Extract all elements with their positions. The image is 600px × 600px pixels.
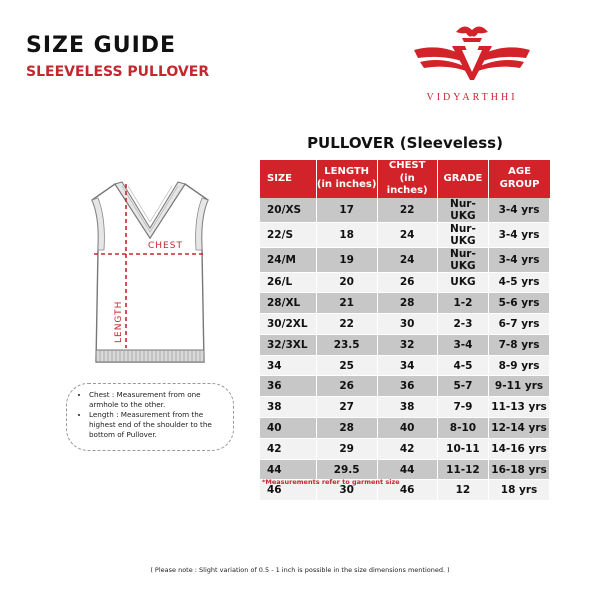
cell-length: 27 [317,397,378,418]
note-length: • Length : Measurement from the highest end of the shoulder to the bottom of Pullover. [89,410,227,440]
cell-grade: 10-11 [438,439,489,460]
cell-length: 29 [317,439,378,460]
wings-crown-icon [412,20,532,82]
cell-chest: 40 [378,418,438,439]
header-chest: CHEST (in inches) [378,160,438,198]
cell-age-group: 3-4 yrs [489,248,550,273]
cell-grade: UKG [438,273,489,294]
cell-length: 19 [317,248,378,273]
cell-chest: 24 [378,223,438,248]
page-subtitle: SLEEVELESS PULLOVER [26,64,210,80]
table-row [260,293,550,314]
table-row [260,248,550,273]
cell-size: 30/2XL [260,314,317,335]
table-row [260,376,550,397]
table-title: PULLOVER (Sleeveless) [307,134,503,152]
cell-size: 46 [260,480,317,501]
cell-size: 20/XS [260,198,317,223]
table-footnote: *Measurements refer to garment size [262,478,400,486]
cell-length: 23.5 [317,335,378,356]
cell-size: 22/S [260,223,317,248]
cell-grade: 3-4 [438,335,489,356]
header-age-group: AGE GROUP [489,160,550,198]
table-row [260,418,550,439]
cell-length: 18 [317,223,378,248]
cell-size: 40 [260,418,317,439]
cell-chest: 34 [378,356,438,377]
cell-grade: 11-12 [438,460,489,481]
table-row [260,439,550,460]
cell-grade: 12 [438,480,489,501]
cell-grade: 2-3 [438,314,489,335]
cell-length: 20 [317,273,378,294]
cell-length: 28 [317,418,378,439]
cell-length: 17 [317,198,378,223]
cell-length: 21 [317,293,378,314]
cell-grade: 1-2 [438,293,489,314]
header-length: LENGTH (in inches) [317,160,378,198]
cell-chest: 24 [378,248,438,273]
table-row [260,335,550,356]
cell-grade: Nur-UKG [438,223,489,248]
cell-length: 25 [317,356,378,377]
cell-size: 38 [260,397,317,418]
header-grade: GRADE [438,160,489,198]
cell-age-group: 12-14 yrs [489,418,550,439]
cell-size: 34 [260,356,317,377]
cell-size: 42 [260,439,317,460]
cell-grade: Nur-UKG [438,248,489,273]
cell-chest: 44 [378,460,438,481]
cell-age-group: 11-13 yrs [489,397,550,418]
cell-chest: 26 [378,273,438,294]
cell-grade: 8-10 [438,418,489,439]
cell-age-group: 9-11 yrs [489,376,550,397]
table-row [260,198,550,223]
brand-logo [412,20,532,105]
cell-size: 44 [260,460,317,481]
cell-length: 29.5 [317,460,378,481]
cell-age-group: 4-5 yrs [489,273,550,294]
cell-size: 28/XL [260,293,317,314]
header-size: SIZE [260,160,317,198]
cell-age-group: 8-9 yrs [489,356,550,377]
cell-chest: 42 [378,439,438,460]
cell-age-group: 3-4 yrs [489,198,550,223]
cell-size: 32/3XL [260,335,317,356]
table-row [260,356,550,377]
note-chest: • Chest : Measurement from one armhole to the other. [89,390,227,410]
table-row [260,223,550,248]
measurement-notes [66,383,234,451]
cell-age-group: 16-18 yrs [489,460,550,481]
cell-age-group: 6-7 yrs [489,314,550,335]
cell-size: 24/M [260,248,317,273]
table-header-row [260,160,550,198]
cell-age-group: 5-6 yrs [489,293,550,314]
chest-label: CHEST [148,241,183,251]
cell-chest: 32 [378,335,438,356]
cell-age-group: 18 yrs [489,480,550,501]
cell-chest: 28 [378,293,438,314]
cell-chest: 38 [378,397,438,418]
cell-age-group: 14-16 yrs [489,439,550,460]
cell-chest: 22 [378,198,438,223]
cell-chest: 30 [378,314,438,335]
cell-size: 26/L [260,273,317,294]
cell-grade: 4-5 [438,356,489,377]
cell-age-group: 3-4 yrs [489,223,550,248]
brand-name: VIDYARTHHI [426,92,518,103]
cell-grade: 7-9 [438,397,489,418]
cell-grade: 5-7 [438,376,489,397]
table-row [260,314,550,335]
cell-grade: Nur-UKG [438,198,489,223]
vest-diagram [80,178,220,378]
length-label: LENGTH [114,300,124,343]
cell-length: 26 [317,376,378,397]
size-table [260,160,550,501]
cell-length: 22 [317,314,378,335]
cell-chest: 46 [378,480,438,501]
cell-chest: 36 [378,376,438,397]
table-row [260,273,550,294]
variation-note: ( Please note : Slight variation of 0.5 - 1 inch is possible in the size dimensions mentioned. ) [150,566,450,574]
cell-length: 30 [317,480,378,501]
cell-age-group: 7-8 yrs [489,335,550,356]
cell-size: 36 [260,376,317,397]
page-title: SIZE GUIDE [26,33,177,58]
table-row [260,397,550,418]
